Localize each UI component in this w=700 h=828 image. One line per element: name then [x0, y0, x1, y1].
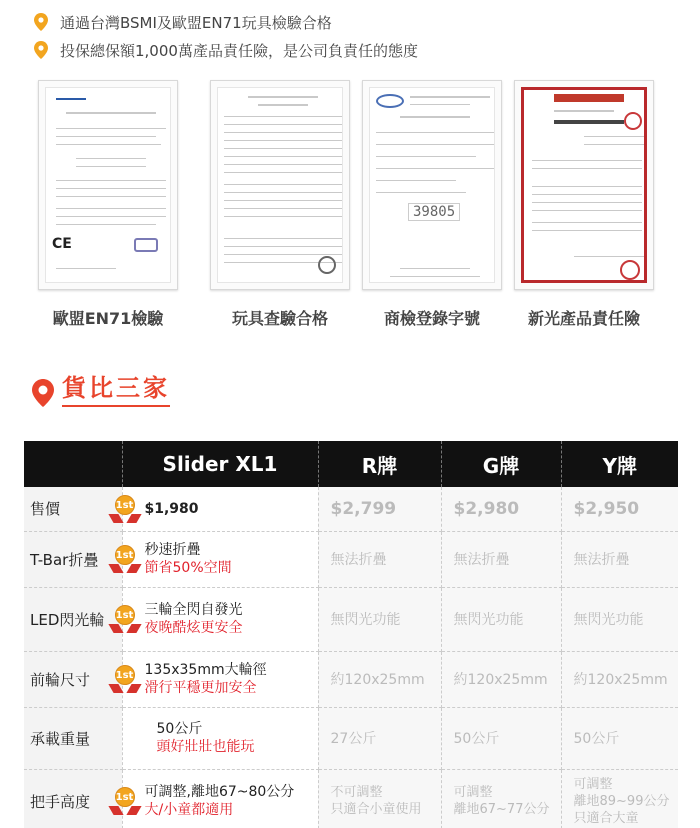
table-row	[24, 531, 678, 587]
ours-content	[115, 541, 318, 577]
competitor-value: $2,980	[453, 498, 520, 519]
bullet-item	[34, 36, 418, 64]
competitor-value: 27公斤	[330, 731, 377, 747]
cell-competitor	[318, 707, 441, 769]
cell-competitor	[441, 531, 561, 587]
table-header-row	[24, 441, 678, 487]
row-label: T-Bar折疊	[24, 531, 122, 587]
first-place-medal-icon	[111, 545, 139, 573]
certificate-label: 歐盟EN71檢驗	[52, 309, 164, 328]
certificate-registration-image	[362, 80, 502, 290]
certificate-insurance-image	[514, 80, 654, 290]
ours-primary-text: 135x35mm大輪徑	[144, 662, 267, 678]
competitor-value: 無法折疊	[453, 552, 510, 568]
competitor-value: 無閃光功能	[573, 612, 644, 628]
ours-text	[145, 500, 199, 518]
competitor-value: $2,799	[330, 498, 397, 519]
medal-text: 1st	[115, 605, 135, 625]
header-brand: G牌	[441, 441, 561, 487]
table-row	[24, 487, 678, 531]
bullet-item	[34, 8, 418, 36]
cell-competitor	[561, 651, 678, 707]
competitor-value: 約120x25mm	[573, 672, 668, 688]
ours-text	[145, 661, 267, 697]
cell-competitor	[318, 651, 441, 707]
cell-competitor	[561, 769, 678, 828]
table-row	[24, 707, 678, 769]
certificates-row	[30, 80, 690, 328]
first-place-medal-icon	[111, 787, 139, 815]
certificate-en71-image: CE	[38, 80, 178, 290]
header-brand: Y牌	[561, 441, 678, 487]
registration-number: 39805	[408, 203, 460, 221]
row-label: 把手高度	[24, 769, 122, 828]
ours-primary-text: 50公斤	[156, 721, 203, 737]
ours-primary-text: 秒速折疊	[144, 542, 201, 558]
feature-bullets	[34, 8, 418, 64]
cell-competitor	[441, 487, 561, 531]
ours-highlight-text: 大/小童都適用	[144, 802, 234, 818]
section-title-text: 貨比三家	[62, 368, 170, 407]
certificate-label: 商檢登錄字號	[383, 309, 480, 328]
section-title	[32, 368, 170, 407]
certificate-toy-inspection-image	[210, 80, 350, 290]
cell-competitor	[561, 487, 678, 531]
header-blank	[24, 441, 122, 487]
ours-primary-text: 三輪全閃自發光	[144, 602, 243, 618]
header-brand: R牌	[318, 441, 441, 487]
competitor-value: 不可調整 只適合小童使用	[330, 785, 422, 817]
cell-ours	[122, 707, 318, 769]
comparison-table	[24, 441, 678, 828]
ours-highlight-text: 頭好壯壯也能玩	[156, 739, 255, 755]
cell-ours	[115, 487, 318, 531]
competitor-value: 50公斤	[453, 731, 500, 747]
ours-content	[115, 783, 318, 819]
cell-competitor	[561, 531, 678, 587]
row-label: 前輪尺寸	[24, 651, 122, 707]
competitor-value: 無閃光功能	[330, 612, 401, 628]
medal-text: 1st	[115, 787, 135, 807]
table-row	[24, 651, 678, 707]
cell-competitor	[318, 531, 441, 587]
certificate-label: 新光產品責任險	[527, 309, 640, 328]
cell-ours	[115, 531, 318, 587]
competitor-value: 50公斤	[573, 731, 620, 747]
cell-competitor	[561, 707, 678, 769]
cell-competitor	[441, 769, 561, 828]
certificate-label: 玩具查驗合格	[231, 309, 328, 328]
medal-text: 1st	[115, 545, 135, 565]
competitor-value: 無法折疊	[330, 552, 387, 568]
ours-highlight-text: 夜晚酷炫更安全	[144, 620, 243, 636]
row-label: LED閃光輪	[24, 587, 122, 651]
cell-competitor	[441, 587, 561, 651]
ours-content	[115, 495, 318, 523]
ours-highlight-text: 滑行平穩更加安全	[144, 680, 257, 696]
ours-text	[145, 541, 232, 577]
bullet-text: 通過台灣BSMI及歐盟EN71玩具檢驗合格	[60, 13, 332, 32]
cell-competitor	[318, 769, 441, 828]
medal-text: 1st	[115, 495, 135, 515]
ours-text	[145, 783, 295, 819]
first-place-medal-icon	[111, 605, 139, 633]
cell-ours	[115, 587, 318, 651]
location-pin-icon	[34, 41, 48, 59]
cell-competitor	[441, 651, 561, 707]
header-ours: Slider XL1	[122, 441, 318, 487]
cell-competitor	[318, 487, 441, 531]
ours-content	[115, 601, 318, 637]
ours-text	[145, 601, 243, 637]
table-row	[24, 587, 678, 651]
competitor-value: 無閃光功能	[453, 612, 524, 628]
competitor-value: 約120x25mm	[453, 672, 548, 688]
first-place-medal-icon	[111, 495, 139, 523]
ours-text	[157, 720, 255, 756]
ours-content	[115, 661, 318, 697]
competitor-value: 約120x25mm	[330, 672, 425, 688]
cell-ours	[115, 769, 318, 828]
medal-text: 1st	[115, 665, 135, 685]
cell-competitor	[441, 707, 561, 769]
competitor-value: $2,950	[573, 498, 640, 519]
first-place-medal-icon	[111, 665, 139, 693]
row-label: 售價	[24, 487, 122, 531]
competitor-value: 可調整 離地67~77公分	[453, 785, 550, 817]
ours-content	[123, 720, 318, 756]
competitor-value: 無法折疊	[573, 552, 630, 568]
location-pin-icon	[34, 13, 48, 31]
bullet-text: 投保總保額1,000萬產品責任險，是公司負責任的態度	[60, 41, 418, 60]
cell-ours	[115, 651, 318, 707]
location-pin-icon	[32, 379, 54, 407]
table-row	[24, 769, 678, 828]
cell-competitor	[561, 587, 678, 651]
ours-primary-text: 可調整,離地67~80公分	[144, 784, 295, 800]
ours-primary-text: $1,980	[144, 500, 199, 517]
cell-competitor	[318, 587, 441, 651]
ours-highlight-text: 節省50%空間	[144, 560, 232, 576]
competitor-value: 可調整 離地89~99公分 只適合大童	[573, 776, 670, 826]
row-label: 承載重量	[24, 707, 122, 769]
